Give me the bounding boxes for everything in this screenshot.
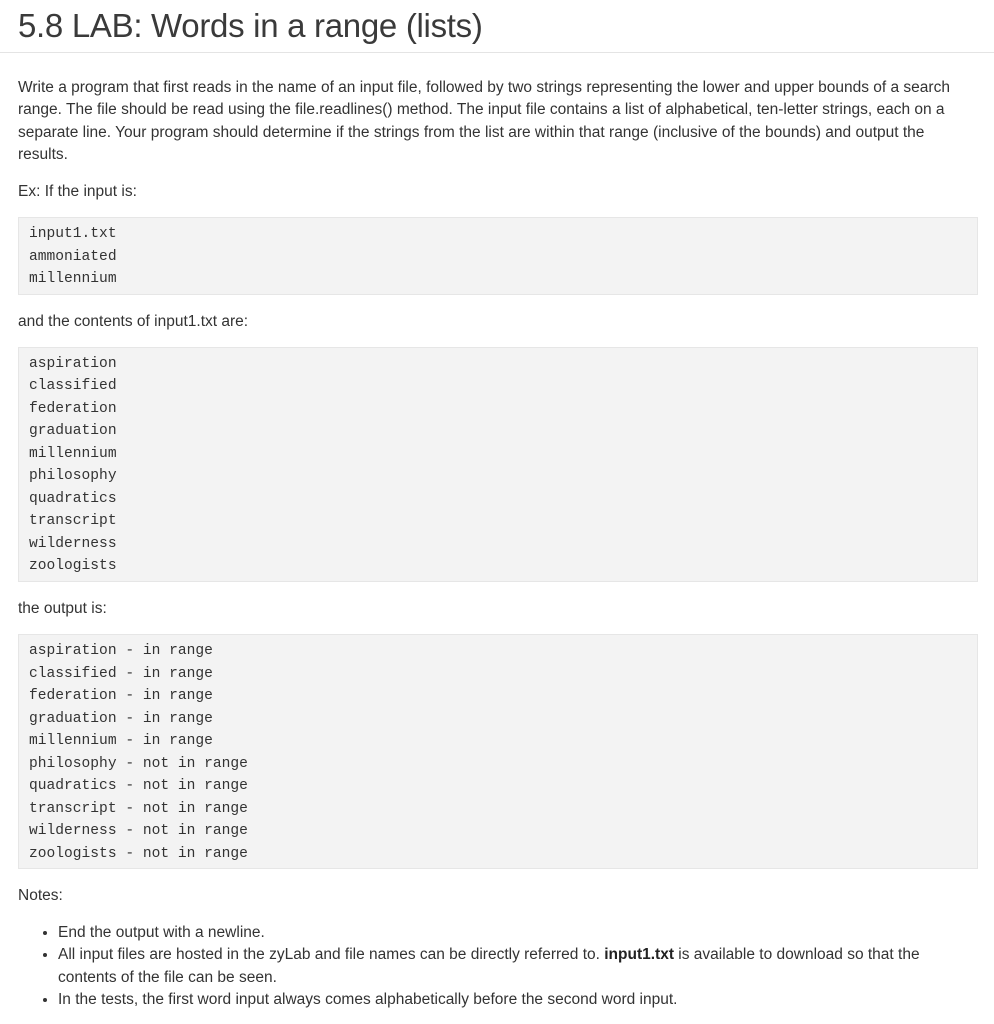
code-line: wilderness - not in range — [29, 823, 248, 840]
note-text: All input files are hosted in the zyLab and file names can be directly referred to. — [58, 946, 605, 964]
code-line: transcript — [29, 513, 117, 530]
code-line: millennium - in range — [29, 733, 213, 750]
code-line: graduation — [29, 423, 117, 440]
code-line: transcript - not in range — [29, 800, 248, 817]
filename-highlight: input1.txt — [604, 946, 674, 964]
page-title: 5.8 LAB: Words in a range (lists) — [18, 7, 483, 44]
output-code-block — [18, 634, 978, 869]
code-line: ammoniated — [29, 248, 117, 265]
input-code-block — [18, 217, 978, 295]
code-line: federation - in range — [29, 688, 213, 705]
note-text: End the output with a newline. — [58, 923, 265, 941]
example-label: Ex: If the input is: — [18, 182, 137, 200]
code-line: wilderness — [29, 535, 117, 552]
code-line: quadratics - not in range — [29, 778, 248, 795]
notes-list — [18, 922, 958, 1012]
code-line: classified — [29, 378, 117, 395]
code-line: quadratics — [29, 490, 117, 507]
code-line: federation — [29, 400, 117, 417]
code-line: aspiration - in range — [29, 643, 213, 660]
code-line: philosophy - not in range — [29, 755, 248, 772]
code-line: millennium — [29, 445, 117, 462]
note-item — [58, 944, 958, 989]
notes-label: Notes: — [18, 887, 63, 905]
note-item — [58, 922, 958, 944]
note-item — [58, 989, 958, 1011]
code-line: zoologists - not in range — [29, 845, 248, 862]
code-line: graduation - in range — [29, 710, 213, 727]
intro-paragraph: Write a program that first reads in the name of an input file, followed by two strings representing the lower and upper bounds of a search range. The file should be read using the file.readlines() method. The input file contains a list of alphabetical, ten-letter strings, each on a separate line. Your program should determine if the strings from the list are within that range (inclusive of the bounds) and output the results. — [18, 79, 950, 164]
file-contents-code-block — [18, 347, 978, 582]
output-label: the output is: — [18, 599, 107, 617]
note-text: In the tests, the first word input always comes alphabetically before the second word input. — [58, 990, 678, 1008]
code-line: classified - in range — [29, 665, 213, 682]
code-line: millennium — [29, 271, 117, 288]
code-line: aspiration — [29, 355, 117, 372]
code-line: philosophy — [29, 468, 117, 485]
code-line: zoologists — [29, 558, 117, 575]
title-divider — [0, 52, 994, 53]
note-text: is available to download so that the contents of the file can be seen. — [58, 946, 920, 986]
contents-label: and the contents of input1.txt are: — [18, 312, 249, 330]
code-line: input1.txt — [29, 226, 117, 243]
